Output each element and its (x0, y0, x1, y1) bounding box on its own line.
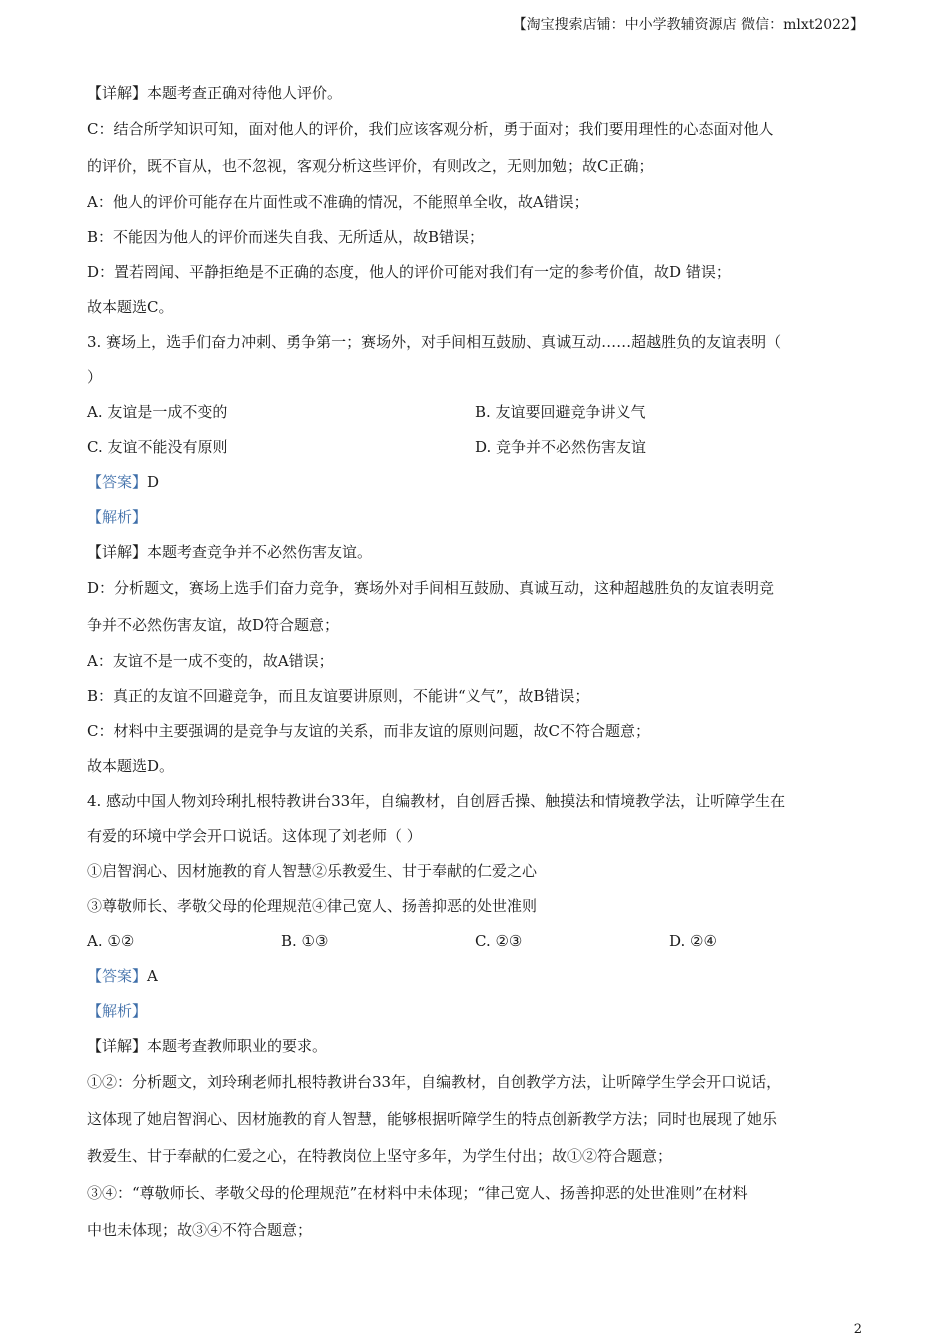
q2-option-d-analysis: D：置若罔闻、平静拒绝是不正确的态度，他人的评价可能对我们有一定的参考价值，故D 错误； (87, 263, 731, 281)
q4-stem-1: 4. 感动中国人物刘玲琍扎根特教讲台33年，自编教材，自创唇舌操、触摸法和情境教学法，让听障学生在 (87, 792, 786, 810)
q4-analysis-34-line-2: 中也未体现；故③④不符合题意； (87, 1221, 313, 1239)
q4-items-3-4: ③尊敬师长、孝敬父母的伦理规范④律己宽人、扬善抑恶的处世准则 (87, 897, 538, 915)
q3-answer-tag: 【答案】 (87, 473, 148, 491)
q3-option-d-analysis-1: D：分析题文，赛场上选手们奋力竞争，赛场外对手间相互鼓励、真诚互动，这种超越胜负的友谊表明竞 (87, 579, 775, 597)
q4-options-row (87, 924, 867, 959)
q2-conclusion: 故本题选C。 (87, 298, 174, 316)
q4-option-a: A. ①② (87, 932, 135, 950)
q3-option-b: B. 友谊要回避竞争讲义气 (475, 403, 646, 421)
q2-option-a-analysis: A：他人的评价可能存在片面性或不准确的情况，不能照单全收，故A错误； (87, 193, 589, 211)
q3-option-c-analysis: C：材料中主要强调的是竞争与友谊的关系，而非友谊的原则问题，故C不符合题意； (87, 722, 650, 740)
q4-analysis-12-line-3: 教爱生、甘于奉献的仁爱之心，在特教岗位上坚守多年，为学生付出；故①②符合题意； (87, 1147, 673, 1165)
q3-option-d-analysis-2: 争并不必然伤害友谊，故D符合题意； (87, 616, 340, 634)
q2-detail: 【详解】本题考查正确对待他人评价。 (87, 84, 343, 102)
q3-answer-value: D (147, 473, 160, 491)
q3-option-d: D. 竞争并不必然伤害友谊 (475, 438, 647, 456)
q3-option-b-analysis: B：真正的友谊不回避竞争，而且友谊要讲原则，不能讲“义气”，故B错误； (87, 687, 590, 705)
q4-analysis-12-line-2: 这体现了她启智润心、因材施教的育人智慧，能够根据听障学生的特点创新教学方法；同时也展现了她乐 (87, 1110, 778, 1128)
q2-option-c-analysis-1: C：结合所学知识可知，面对他人的评价，我们应该客观分析，勇于面对；我们要用理性的心态面对他人 (87, 120, 774, 138)
q4-stem-2: 有爱的环境中学会开口说话。这体现了刘老师（ ） (87, 827, 422, 845)
q4-option-c: C. ②③ (475, 932, 523, 950)
page-header: 【淘宝搜索店铺：中小学教辅资源店 微信：mlxt2022】 (512, 17, 864, 33)
q2-option-c-analysis-2: 的评价，既不盲从，也不忽视，客观分析这些评价，有则改之，无则加勉；故C正确； (87, 157, 654, 175)
q4-answer (87, 959, 867, 994)
q4-analysis-tag: 【解析】 (87, 1002, 148, 1020)
q4-items-1-2: ①启智润心、因材施教的育人智慧②乐教爱生、甘于奉献的仁爱之心 (87, 862, 538, 880)
q4-answer-value: A (147, 967, 158, 985)
document-body (87, 76, 867, 1249)
q3-answer (87, 465, 867, 500)
q4-analysis-12-line-1: ①②：分析题文，刘玲琍老师扎根特教讲台33年，自编教材，自创教学方法，让听障学生学会开口说话， (87, 1073, 782, 1091)
q4-detail: 【详解】本题考查教师职业的要求。 (87, 1037, 328, 1055)
q4-option-d: D. ②④ (669, 932, 717, 950)
q3-option-a: A. 友谊是一成不变的 (87, 403, 228, 421)
q2-option-b-analysis: B：不能因为他人的评价而迷失自我、无所适从，故B错误； (87, 228, 485, 246)
q3-options-row-1 (87, 395, 867, 430)
page-number: 2 (853, 1322, 862, 1337)
q3-option-a-analysis: A：友谊不是一成不变的，故A错误； (87, 652, 334, 670)
q4-analysis-34-line-1: ③④：“尊敬师长、孝敬父母的伦理规范”在材料中未体现；“律己宽人、扬善抑恶的处世准则”在材料 (87, 1184, 748, 1202)
q3-conclusion: 故本题选D。 (87, 757, 175, 775)
q3-detail: 【详解】本题考查竞争并不必然伤害友谊。 (87, 543, 373, 561)
q4-answer-tag: 【答案】 (87, 967, 148, 985)
q3-stem-1: 3. 赛场上，选手们奋力冲刺、勇争第一；赛场外，对手间相互鼓励、真诚互动……超越胜负的友谊表明（ (87, 333, 782, 351)
q3-analysis-tag: 【解析】 (87, 508, 148, 526)
q3-option-c: C. 友谊不能没有原则 (87, 438, 228, 456)
q3-stem-2: ） (87, 368, 103, 386)
q4-option-b: B. ①③ (281, 932, 329, 950)
q3-options-row-2 (87, 430, 867, 465)
